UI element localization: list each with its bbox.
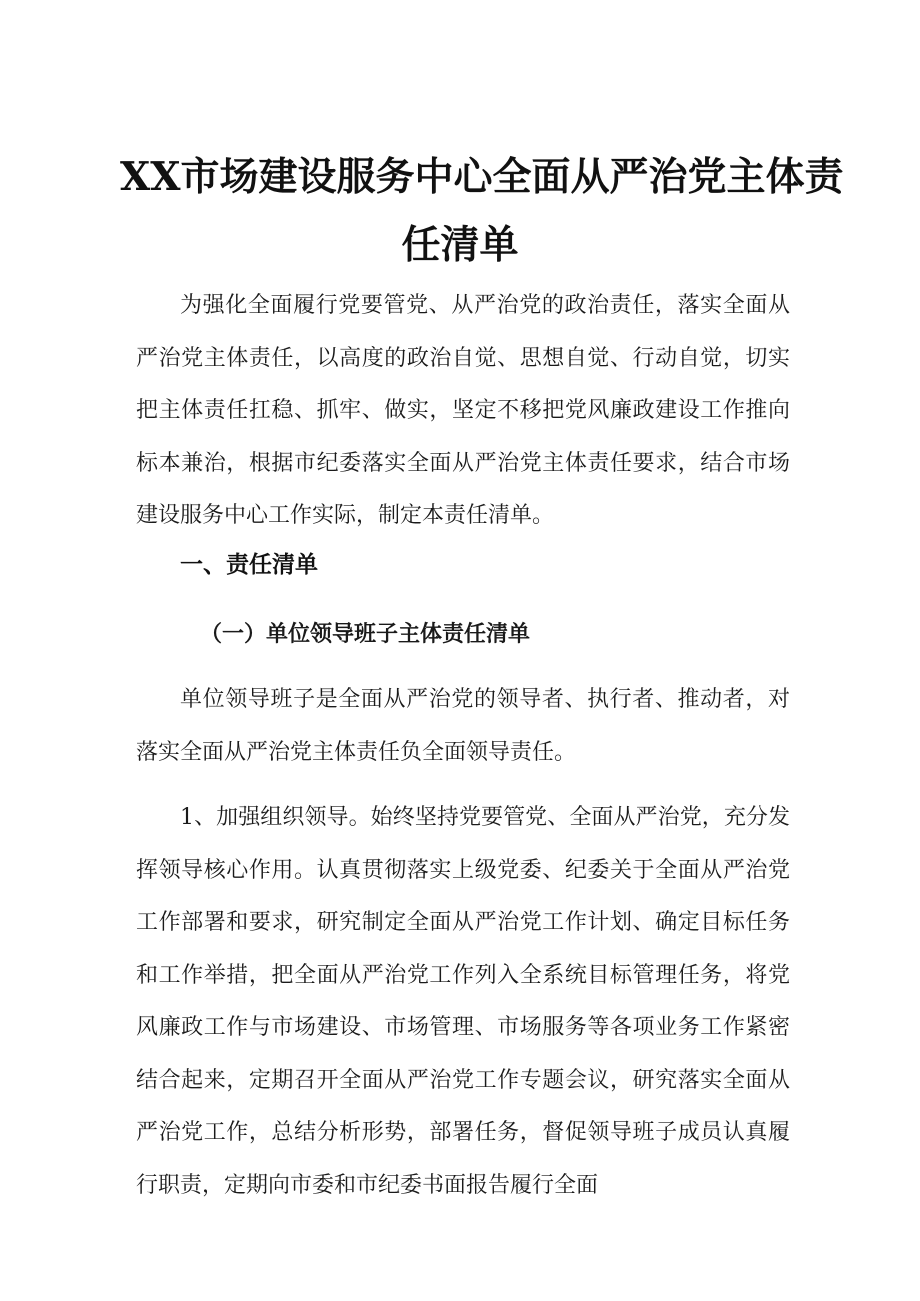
subsection-heading-leadership: （一）单位领导班子主体责任清单 [200, 621, 531, 647]
subsection-intro-paragraph: 单位领导班子是全面从严治党的领导者、执行者、推动者，对落实全面从严治党主体责任负全面领导责任。 [136, 687, 790, 765]
intro-paragraph: 为强化全面履行党要管党、从严治党的政治责任，落实全面从严治党主体责任，以高度的政治自觉、思想自觉、行动自觉，切实把主体责任扛稳、抓牢、做实，坚定不移把党风廉政建设工作推向标本兼治，根据市纪委落实全面从严治党主体责任要求，结合市场建设服务中心工作实际，制定本责任清单。 [136, 293, 790, 528]
section-heading-responsibility-list: 一、责任清单 [180, 552, 318, 578]
document-title-line-2: 任清单 [401, 222, 519, 269]
item-1-paragraph: 1、加强组织领导。始终坚持党要管党、全面从严治党，充分发挥领导核心作用。认真贯彻落实上级党委、纪委关于全面从严治党工作部署和要求，研究制定全面从严治党工作计划、确定目标任务和工作举措，把全面从严治党工作列入全系统目标管理任务，将党风廉政工作与市场建设、市场管理、市场服务等各项业务工作紧密结合起来，定期召开全面从严治党工作专题会议，研究落实全面从严治党工作，总结分析形势，部署任务，督促领导班子成员认真履行职责，定期向市委和市纪委书面报告履行全面 [136, 805, 790, 1198]
document-title-line-1: XX市场建设服务中心全面从严治党主体责 [120, 154, 844, 201]
